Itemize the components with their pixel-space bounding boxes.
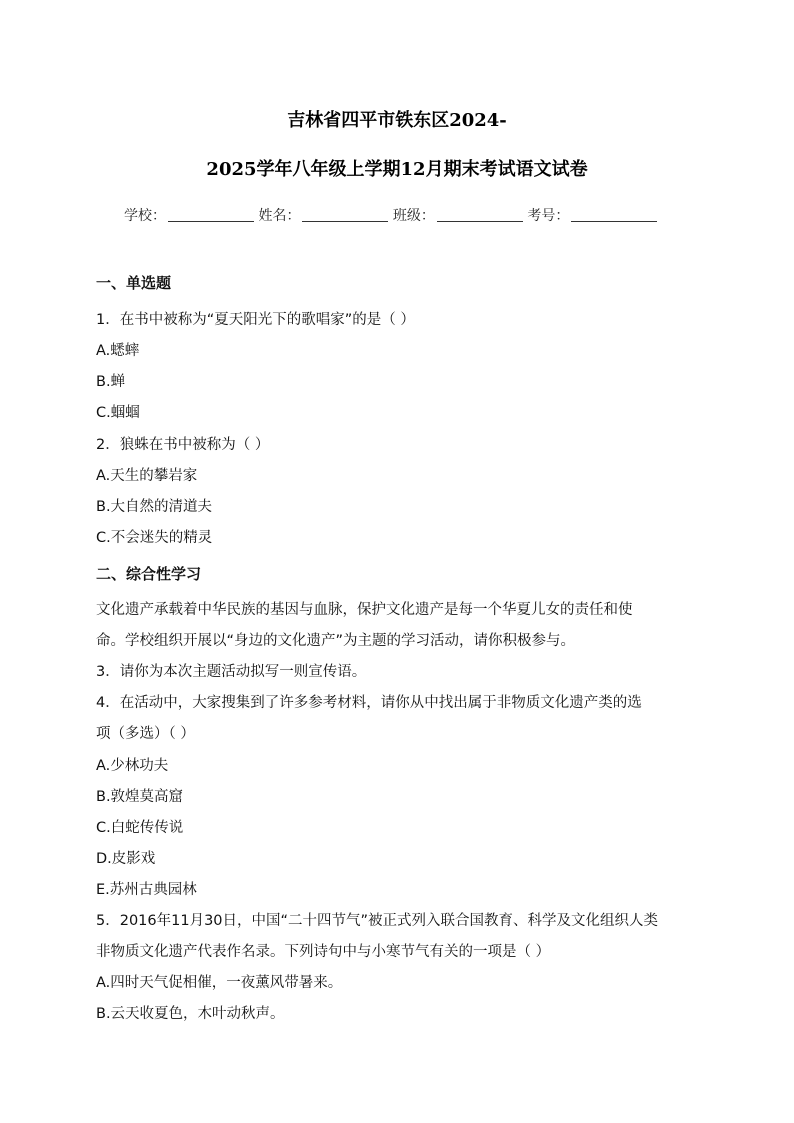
question-1-stem: 1．在书中被称为“夏天阳光下的歌唱家”的是（ ）: [96, 312, 415, 328]
name-label: 姓名：: [258, 208, 301, 224]
question-3-stem: 3．请你为本次主题活动拟写一则宣传语。: [96, 664, 367, 680]
question-4-option-e: E.苏州古典园林: [96, 882, 197, 898]
class-label: 班级：: [392, 208, 435, 224]
section-heading-comprehensive: 二、综合性学习: [96, 565, 202, 583]
question-2-option-a: A.天生的攀岩家: [96, 468, 198, 484]
question-4-stem-line-1: 4．在活动中，大家搜集到了许多参考材料，请你从中找出属于非物质文化遗产类的选: [96, 695, 642, 711]
school-label: 学校：: [124, 208, 166, 224]
question-5-option-b: B.云天收夏色，木叶动秋声。: [96, 1006, 285, 1022]
question-4-option-c: C.白蛇传传说: [96, 820, 184, 836]
class-blank: [437, 207, 523, 222]
school-blank: [168, 207, 254, 222]
passage-line-1: 文化遗产承载着中华民族的基因与血脉，保护文化遗产是每一个华夏儿女的责任和使: [96, 602, 633, 618]
question-4-option-b: B.敦煌莫高窟: [96, 789, 184, 805]
question-5-option-a: A.四时天气促相催，一夜薰风带暑来。: [96, 975, 343, 991]
name-blank: [302, 207, 388, 222]
student-info-row: [124, 205, 657, 225]
question-4-stem-line-2: 项（多选）（ ）: [96, 726, 195, 742]
exam-title-line1: 吉林省四平市铁东区2024-: [287, 110, 507, 131]
passage-line-2: 命。学校组织开展以“身边的文化遗产”为主题的学习活动，请你积极参与。: [96, 633, 576, 649]
number-blank: [571, 207, 657, 222]
question-1-option-c: C.蝈蝈: [96, 405, 140, 421]
number-label: 考号：: [527, 208, 570, 224]
exam-title-line2: 2025学年八年级上学期12月期末考试语文试卷: [206, 159, 588, 180]
question-1-option-b: B.蝉: [96, 374, 126, 390]
section-heading-single-choice: 一、单选题: [96, 274, 172, 292]
question-2-stem: 2．狼蛛在书中被称为（ ）: [96, 437, 270, 453]
question-5-stem-line-1: 5．2016年11月30日，中国“二十四节气”被正式列入联合国教育、科学及文化组织人类: [96, 913, 659, 929]
question-2-option-c: C.不会迷失的精灵: [96, 530, 213, 546]
question-4-option-d: D.皮影戏: [96, 851, 156, 867]
question-2-option-b: B.大自然的清道夫: [96, 499, 213, 515]
question-1-option-a: A.蟋蟀: [96, 343, 140, 359]
question-5-stem-line-2: 非物质文化遗产代表作名录。下列诗句中与小寒节气有关的一项是（ ）: [96, 944, 551, 960]
question-4-option-a: A.少林功夫: [96, 758, 169, 774]
